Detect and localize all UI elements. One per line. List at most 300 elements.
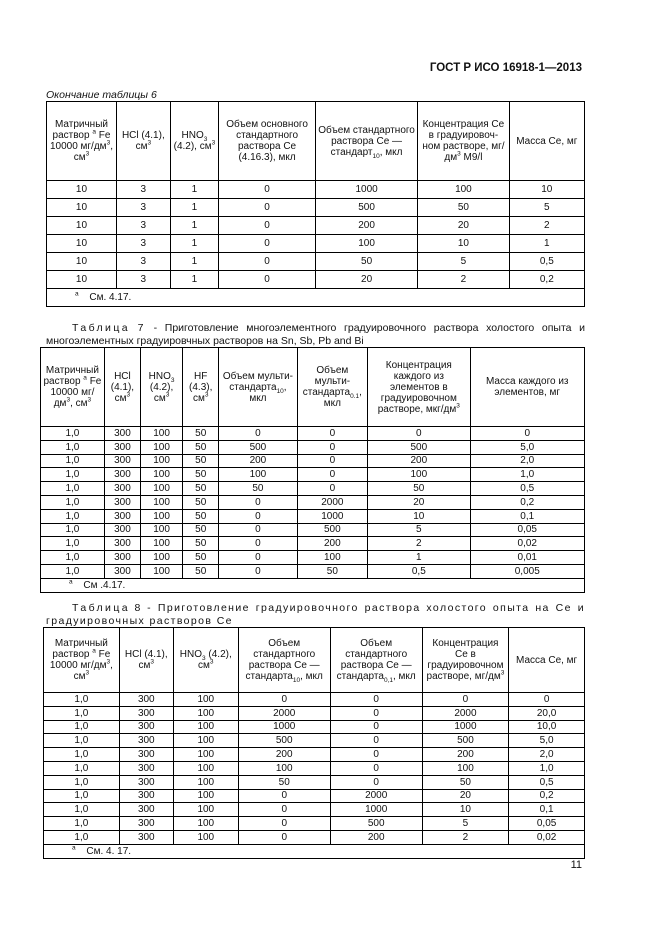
table-cell: 100 xyxy=(140,427,182,441)
table-row xyxy=(44,775,585,789)
table-cell: 300 xyxy=(104,495,140,509)
table-row xyxy=(44,748,585,762)
header-text: 3 xyxy=(66,396,71,404)
table-cell: 300 xyxy=(104,564,140,578)
table-cell: 2000 xyxy=(422,706,509,720)
table-row xyxy=(47,181,585,199)
header-text: 3 xyxy=(500,669,505,677)
table-cell: 3 xyxy=(116,199,170,217)
table-cell: 0,2 xyxy=(470,495,585,509)
table-cell: 0 xyxy=(219,253,316,271)
table-cell: 50 xyxy=(368,482,470,496)
header-text: (4.2), см xyxy=(149,381,174,404)
table-cell: 100 xyxy=(173,693,238,707)
table-cell: 0 xyxy=(219,551,297,565)
table-cell: 2,0 xyxy=(509,748,585,762)
header-text: HCl (4.1), см xyxy=(121,130,165,152)
header-text: , см xyxy=(70,398,88,409)
table-cell: 50 xyxy=(183,537,219,551)
header-text: Концентрация каждого из элементов в градуировочном растворе, мкг/дм xyxy=(377,359,457,415)
table-cell: 50 xyxy=(183,427,219,441)
table8-label: Таблица xyxy=(72,602,130,614)
header-text: 3 xyxy=(106,658,111,666)
table-cell: 500 xyxy=(219,440,297,454)
table-cell: 0 xyxy=(509,693,585,707)
table-row xyxy=(44,803,585,817)
table-cell: 300 xyxy=(104,482,140,496)
table-cell: 300 xyxy=(104,509,140,523)
table-cell: 100 xyxy=(238,761,330,775)
table-cell: 10 xyxy=(509,181,584,199)
table-cell: 5,0 xyxy=(509,734,585,748)
header-text: Концентрация Се в градуировочном растворе, мг/дм xyxy=(426,638,504,682)
header-text: Масса Се, мг xyxy=(516,654,578,666)
table-cell: 100 xyxy=(140,537,182,551)
table-cell: 1000 xyxy=(315,181,417,199)
table-cell: 1 xyxy=(170,253,218,271)
table-row xyxy=(44,720,585,734)
table-cell: 0,05 xyxy=(509,817,585,831)
table-cell: 1 xyxy=(170,181,218,199)
table-cell: 2 xyxy=(422,830,509,844)
table-cell: 0 xyxy=(238,817,330,831)
page-number: 11 xyxy=(570,859,582,871)
header-text: Масса каждого из элементов, мг xyxy=(485,376,569,398)
header-text: (4.2), см xyxy=(173,141,212,152)
table-cell: 0 xyxy=(219,271,316,289)
header-text: Fe 10000 мг/дм xyxy=(50,376,102,409)
table-cell: 0,01 xyxy=(470,551,585,565)
header-text: HCl (4.1), см xyxy=(124,649,168,671)
table-cell: 50 xyxy=(183,495,219,509)
table-cell: 500 xyxy=(422,734,509,748)
header-text: HF (4.3), см xyxy=(189,370,213,404)
footnote-row xyxy=(44,844,585,858)
table-row xyxy=(47,271,585,289)
table-cell: 2 xyxy=(509,217,584,235)
table-cell: 1,0 xyxy=(41,440,105,454)
table-cell: 300 xyxy=(119,789,173,803)
table-cell: 0 xyxy=(238,830,330,844)
table7-title: - Приготовление многоэлементного градуировочного раствора холостого опыта и многоэлементных градуировчных растворов на Sn, Sb, Pb and Bi xyxy=(46,322,586,347)
table-cell: 2000 xyxy=(238,706,330,720)
footnote-mark: a xyxy=(69,578,73,586)
footnote-text: См. 4. 17. xyxy=(83,845,132,857)
table-row xyxy=(44,706,585,720)
header-text: 3 xyxy=(150,658,155,666)
column-header xyxy=(470,348,585,427)
table-cell: 0 xyxy=(297,427,368,441)
table-cell: 0 xyxy=(297,440,368,454)
table-cell: 500 xyxy=(330,817,422,831)
table-cell: 0 xyxy=(422,693,509,707)
table-cell: 50 xyxy=(183,509,219,523)
table-cell: 0 xyxy=(219,509,297,523)
table-cell: 1000 xyxy=(297,509,368,523)
table-cell: 10 xyxy=(47,235,117,253)
table-cell: 50 xyxy=(315,253,417,271)
table-cell: 5 xyxy=(418,253,509,271)
table-row xyxy=(41,509,585,523)
header-text: HNO xyxy=(181,130,204,141)
table-row xyxy=(47,235,585,253)
table-cell: 2 xyxy=(418,271,509,289)
table-cell: 0 xyxy=(238,789,330,803)
table-cell: 0 xyxy=(219,181,316,199)
table-cell: 300 xyxy=(119,693,173,707)
column-header xyxy=(330,628,422,693)
table-cell: 1,0 xyxy=(44,775,120,789)
table-cell: 300 xyxy=(104,427,140,441)
table-cell: 200 xyxy=(368,454,470,468)
table-cell: 3 xyxy=(116,181,170,199)
table-footnote xyxy=(44,844,585,858)
table-cell: 0 xyxy=(330,693,422,707)
header-text: M9/l xyxy=(460,152,483,163)
table8-title: - Приготовление градуировочного раствора холостого опыта на Се и градуировочных растворов Се xyxy=(46,602,585,627)
header-text: 3 xyxy=(106,139,111,147)
table-cell: 5 xyxy=(422,817,509,831)
table-cell: 500 xyxy=(238,734,330,748)
table-cell: 10 xyxy=(47,253,117,271)
table-cell: 0,2 xyxy=(509,271,584,289)
table-row xyxy=(41,564,585,578)
table-cell: 10 xyxy=(368,509,470,523)
table-cell: 20 xyxy=(368,495,470,509)
header-text: Объем стандартного раствора Се — стандарта xyxy=(336,638,412,682)
table-cell: 100 xyxy=(140,509,182,523)
column-header xyxy=(140,348,182,427)
table-row xyxy=(41,523,585,537)
table-cell: 300 xyxy=(104,440,140,454)
table-cell: 100 xyxy=(315,235,417,253)
table-cell: 20 xyxy=(422,789,509,803)
table-cell: 2 xyxy=(368,537,470,551)
table-cell: 1,0 xyxy=(44,830,120,844)
table-cell: 50 xyxy=(183,564,219,578)
header-text: , см xyxy=(73,141,113,163)
header-text: a xyxy=(92,128,96,136)
table-cell: 0 xyxy=(297,482,368,496)
table-cell: 50 xyxy=(422,775,509,789)
table-cell: 1 xyxy=(170,235,218,253)
header-text: 3 xyxy=(202,655,206,662)
table-cell: 1,0 xyxy=(44,748,120,762)
column-header xyxy=(509,102,584,181)
table-cell: 100 xyxy=(173,789,238,803)
header-text: 3 xyxy=(87,396,92,404)
table-cell: 50 xyxy=(297,564,368,578)
header-text: , мкл xyxy=(300,671,323,682)
column-header xyxy=(173,628,238,693)
table-cell: 3 xyxy=(116,271,170,289)
header-text: Объем основного стандартного раствора Се (4.16.3), мкл xyxy=(226,119,308,163)
header-text: 10 xyxy=(372,152,380,160)
column-header xyxy=(238,628,330,693)
table-cell: 500 xyxy=(297,523,368,537)
header-text: , мкл xyxy=(323,387,362,409)
table-cell: 1000 xyxy=(330,803,422,817)
table-cell: 1 xyxy=(368,551,470,565)
table-cell: 100 xyxy=(173,734,238,748)
table-cell: 1000 xyxy=(422,720,509,734)
table-cell: 300 xyxy=(119,734,173,748)
table8-caption xyxy=(46,602,585,627)
table-row xyxy=(44,789,585,803)
header-text: 3 xyxy=(147,139,152,147)
table-cell: 100 xyxy=(173,720,238,734)
table-cell: 0 xyxy=(297,454,368,468)
table-cell: 1,0 xyxy=(41,454,105,468)
footnote-text: См. 4.17. xyxy=(86,292,132,303)
table-cell: 0 xyxy=(219,217,316,235)
column-header xyxy=(119,628,173,693)
header-text: 3 xyxy=(85,150,90,158)
table-cell: 0 xyxy=(238,693,330,707)
column-header xyxy=(509,628,585,693)
column-header xyxy=(368,348,470,427)
column-header xyxy=(104,348,140,427)
table-cell: 1,0 xyxy=(41,551,105,565)
table-cell: 0 xyxy=(219,427,297,441)
table-cell: 1,0 xyxy=(509,761,585,775)
header-text: HNO xyxy=(179,649,203,660)
table-cell: 300 xyxy=(119,775,173,789)
table-cell: 200 xyxy=(330,830,422,844)
table-cell: 100 xyxy=(368,468,470,482)
table-cell: 3 xyxy=(116,235,170,253)
table-cell: 1,0 xyxy=(44,734,120,748)
table-cell: 200 xyxy=(219,454,297,468)
table-7 xyxy=(40,347,585,593)
footnote-row xyxy=(47,289,585,307)
table-cell: 1,0 xyxy=(41,509,105,523)
table7-caption xyxy=(46,322,585,347)
table-cell: 100 xyxy=(140,551,182,565)
table-cell: 100 xyxy=(173,748,238,762)
table-cell: 0 xyxy=(368,427,470,441)
table-row xyxy=(44,830,585,844)
table-cell: 1 xyxy=(509,235,584,253)
table-row xyxy=(41,537,585,551)
column-header xyxy=(219,102,316,181)
table-row xyxy=(47,199,585,217)
table-cell: 2,0 xyxy=(470,454,585,468)
table-cell: 200 xyxy=(315,217,417,235)
table-cell: 100 xyxy=(173,761,238,775)
document-code: ГОСТ Р ИСО 16918-1—2013 xyxy=(429,62,582,74)
table-row xyxy=(44,734,585,748)
header-text: a xyxy=(92,647,96,655)
table-cell: 0,5 xyxy=(509,775,585,789)
table-row xyxy=(41,495,585,509)
header-text: 0.1 xyxy=(350,393,360,400)
table-cell: 10 xyxy=(418,235,509,253)
table-cell: 0 xyxy=(219,235,316,253)
footnote-row xyxy=(41,578,585,592)
table-cell: 10 xyxy=(47,199,117,217)
table-cell: 0 xyxy=(219,564,297,578)
table-cell: 100 xyxy=(140,564,182,578)
table-cell: 0 xyxy=(219,495,297,509)
table-cell: 500 xyxy=(315,199,417,217)
header-text: , мкл xyxy=(379,146,403,158)
table-cell: 1,0 xyxy=(41,537,105,551)
table-cell: 0,5 xyxy=(470,482,585,496)
table-cell: 300 xyxy=(104,537,140,551)
table-row xyxy=(41,468,585,482)
table-cell: 5,0 xyxy=(470,440,585,454)
table-cell: 0 xyxy=(219,199,316,217)
column-header xyxy=(183,348,219,427)
table-6 xyxy=(46,101,585,307)
header-text: 3 xyxy=(126,391,131,399)
table-cell: 100 xyxy=(140,482,182,496)
table-cell: 0 xyxy=(219,537,297,551)
header-text: Объем мульти-стандарта xyxy=(302,365,351,398)
header-text: Объем стандартного раствора Се — стандарта xyxy=(245,638,320,682)
header-text: , мкл xyxy=(392,671,416,682)
header-text: 3 xyxy=(209,658,214,666)
table-cell: 2000 xyxy=(297,495,368,509)
header-text: a xyxy=(83,374,87,382)
header-text: 10 xyxy=(276,387,284,395)
table-row xyxy=(47,217,585,235)
table-cell: 1000 xyxy=(238,720,330,734)
table-cell: 10,0 xyxy=(509,720,585,734)
table-cell: 1,0 xyxy=(44,817,120,831)
column-header xyxy=(41,348,105,427)
table-row xyxy=(41,454,585,468)
table-cell: 0 xyxy=(297,468,368,482)
header-text: Fe 10000 мг/дм xyxy=(49,649,111,671)
table7-number: 7 xyxy=(137,322,146,334)
table-cell: 0,1 xyxy=(509,803,585,817)
table-cell: 300 xyxy=(119,817,173,831)
header-text: 3 xyxy=(170,376,175,384)
header-row xyxy=(47,102,585,181)
table-cell: 1 xyxy=(170,217,218,235)
table-cell: 300 xyxy=(119,706,173,720)
table-cell: 50 xyxy=(183,482,219,496)
table-cell: 100 xyxy=(140,495,182,509)
header-text: Объем стандартного раствора Се — стандарт xyxy=(318,124,415,158)
table-cell: 0 xyxy=(470,427,585,441)
header-text: Матричный раствор xyxy=(52,119,108,141)
column-header xyxy=(170,102,218,181)
header-text: HNO xyxy=(148,370,171,382)
table-cell: 1,0 xyxy=(41,523,105,537)
table-cell: 3 xyxy=(116,217,170,235)
column-header xyxy=(219,348,297,427)
table-cell: 200 xyxy=(238,748,330,762)
table-row xyxy=(47,253,585,271)
table-row xyxy=(44,693,585,707)
table-cell: 300 xyxy=(119,761,173,775)
table8-number: 8 xyxy=(134,602,143,614)
header-text: , мкл xyxy=(249,381,287,404)
table-cell: 100 xyxy=(173,775,238,789)
table-cell: 0 xyxy=(330,734,422,748)
table-row xyxy=(44,761,585,775)
table-cell: 1 xyxy=(170,199,218,217)
column-header xyxy=(116,102,170,181)
table-cell: 0,5 xyxy=(368,564,470,578)
header-text: Масса Се, мг xyxy=(516,135,578,147)
table-cell: 50 xyxy=(183,468,219,482)
footnote-text: См .4.17. xyxy=(80,579,126,591)
column-header xyxy=(47,102,117,181)
table-cell: 100 xyxy=(140,454,182,468)
table-cell: 1,0 xyxy=(41,495,105,509)
table-cell: 50 xyxy=(183,551,219,565)
header-text: 3 xyxy=(457,150,461,158)
header-text: (4.2), см xyxy=(198,649,232,671)
table-cell: 100 xyxy=(219,468,297,482)
table-cell: 20,0 xyxy=(509,706,585,720)
table-row xyxy=(44,817,585,831)
table-cell: 0 xyxy=(238,803,330,817)
table-cell: 1,0 xyxy=(41,564,105,578)
table7-label: Таблица xyxy=(72,322,130,334)
footnote-mark: a xyxy=(72,844,76,852)
table-row xyxy=(41,427,585,441)
table-cell: 200 xyxy=(297,537,368,551)
header-text: Матричный раствор xyxy=(43,365,99,387)
table-cell: 5 xyxy=(368,523,470,537)
table-cell: 10 xyxy=(422,803,509,817)
table-cell: 100 xyxy=(140,440,182,454)
table-cell: 10 xyxy=(47,181,117,199)
header-text: 3 xyxy=(456,402,460,410)
header-text: 10 xyxy=(292,677,301,684)
table-cell: 0,1 xyxy=(470,509,585,523)
table-cell: 1,0 xyxy=(44,803,120,817)
table-cell: 0 xyxy=(330,761,422,775)
table-cell: 0 xyxy=(330,706,422,720)
table-cell: 100 xyxy=(422,761,509,775)
table-cell: 100 xyxy=(173,830,238,844)
table-cell: 100 xyxy=(140,468,182,482)
table-cell: 50 xyxy=(183,523,219,537)
table-cell: 100 xyxy=(173,817,238,831)
table-cell: 0,2 xyxy=(509,789,585,803)
table-cell: 1 xyxy=(170,271,218,289)
table-cell: 0,005 xyxy=(470,564,585,578)
table-cell: 10 xyxy=(47,271,117,289)
table-cell: 300 xyxy=(104,551,140,565)
table-cell: 300 xyxy=(104,468,140,482)
table-cell: 300 xyxy=(119,830,173,844)
table-row xyxy=(41,551,585,565)
table-row xyxy=(41,482,585,496)
header-text: 3 xyxy=(165,391,170,399)
table-cell: 100 xyxy=(418,181,509,199)
table-cell: 300 xyxy=(119,720,173,734)
table-cell: 0,02 xyxy=(509,830,585,844)
table-cell: 5 xyxy=(509,199,584,217)
table-cell: 0 xyxy=(219,523,297,537)
table-footnote xyxy=(47,289,585,307)
column-header xyxy=(315,102,417,181)
table-cell: 20 xyxy=(315,271,417,289)
table-cell: 1,0 xyxy=(44,720,120,734)
table-cell: 0,05 xyxy=(470,523,585,537)
table-cell: 50 xyxy=(183,440,219,454)
table-row xyxy=(41,440,585,454)
header-text: HCl (4.1), см xyxy=(110,370,135,404)
column-header xyxy=(418,102,509,181)
